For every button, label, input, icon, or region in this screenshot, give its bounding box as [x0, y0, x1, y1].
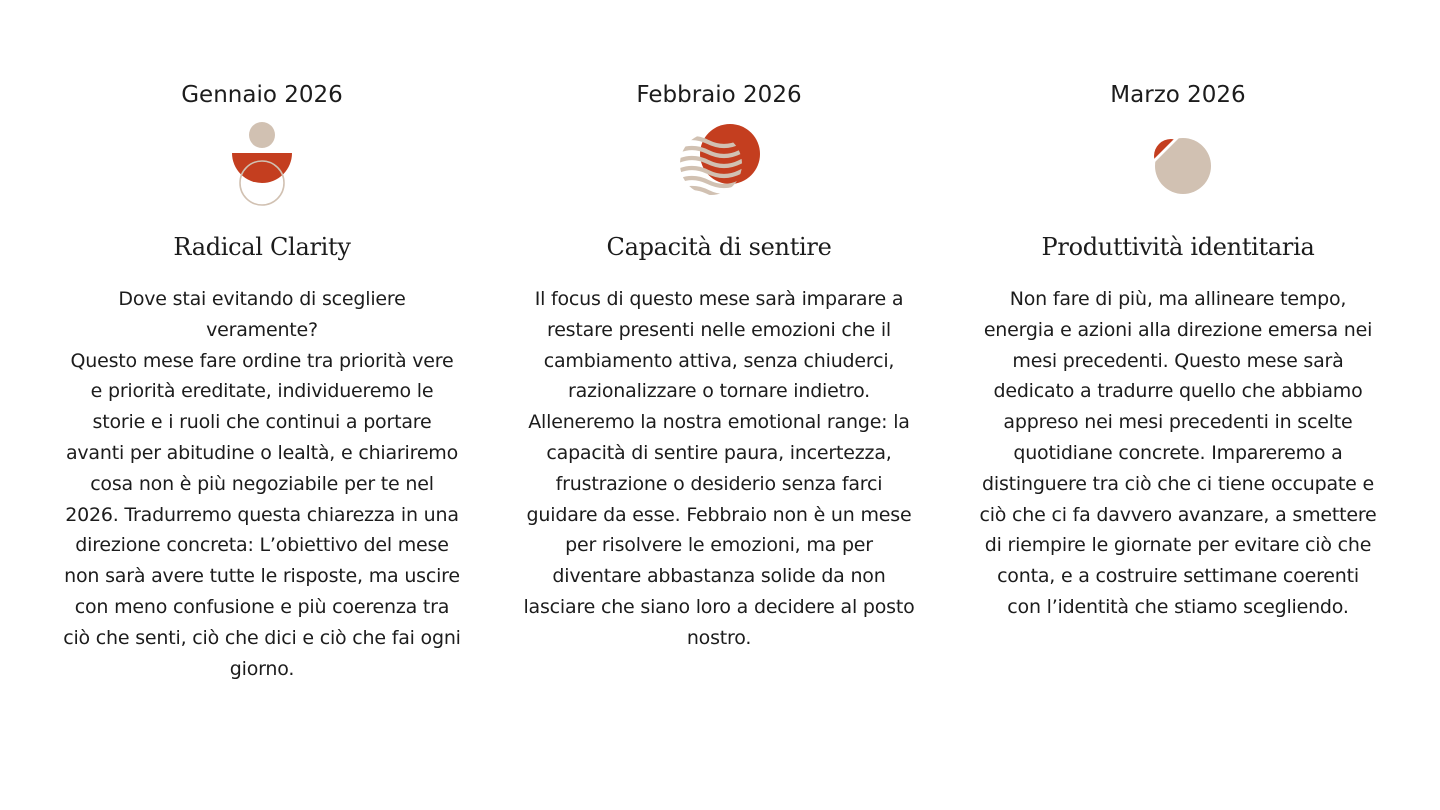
month-heading: Gennaio 2026 — [181, 82, 343, 108]
circle-semicircle-ring-icon — [217, 120, 307, 216]
month-column-march — [978, 78, 1378, 623]
sun-waves-icon — [674, 120, 764, 216]
theme-description — [62, 284, 462, 684]
description-paragraph: Dove stai evitando di scegliere veramente? — [118, 288, 406, 341]
month-heading: Marzo 2026 — [1110, 82, 1246, 108]
theme-title: Produttività identitaria — [1041, 233, 1315, 261]
description-paragraph: Il focus di questo mese sarà imparare a restare presenti nelle emozioni che il cambiamento attiva, senza chiuderci, razionalizzare o tornare indietro. Alleneremo la nostra emotional range: la capacità di sentire paura, incertezza, frustrazione o desiderio senza farci guidare da esse. Febbraio non è un mese per risolvere le emozioni, ma per diventare abbastanza solide da non lasciare che siano loro a decidere al posto nostro. — [523, 288, 915, 649]
month-column-january — [62, 78, 462, 684]
description-paragraph: Questo mese fare ordine tra priorità vere e priorità ereditate, individueremo le storie e i ruoli che continui a portare avanti per abitudine o lealtà, e chiariremo cosa non è più negoziabile per te nel 2026. Tradurremo questa chiarezza in una direzione concreta: L’obiettivo del mese non sarà avere tutte le risposte, ma uscire con meno confusione e più coerenza tra ciò che senti, ciò che dici e ciò che fai ogni giorno. — [63, 349, 461, 680]
theme-title: Capacità di sentire — [606, 233, 832, 261]
theme-description — [519, 284, 919, 654]
theme-description — [978, 284, 1378, 623]
theme-title: Radical Clarity — [173, 233, 351, 261]
month-column-february — [519, 78, 919, 654]
description-paragraph: Non fare di più, ma allineare tempo, energia e azioni alla direzione emersa nei mesi precedenti. Questo mese sarà dedicato a tradurre quello che abbiamo appreso nei mesi precedenti in scelte quotidiane concrete. Impareremo a distinguere tra ciò che ci tiene occupate e ciò che ci fa davvero avanzare, a smettere di riempire le giornate per evitare ciò che conta, e a costruire settimane coerenti con l’identità che stiamo scegliendo. — [979, 288, 1377, 618]
split-circle-icon — [1133, 120, 1223, 216]
month-heading: Febbraio 2026 — [636, 82, 802, 108]
